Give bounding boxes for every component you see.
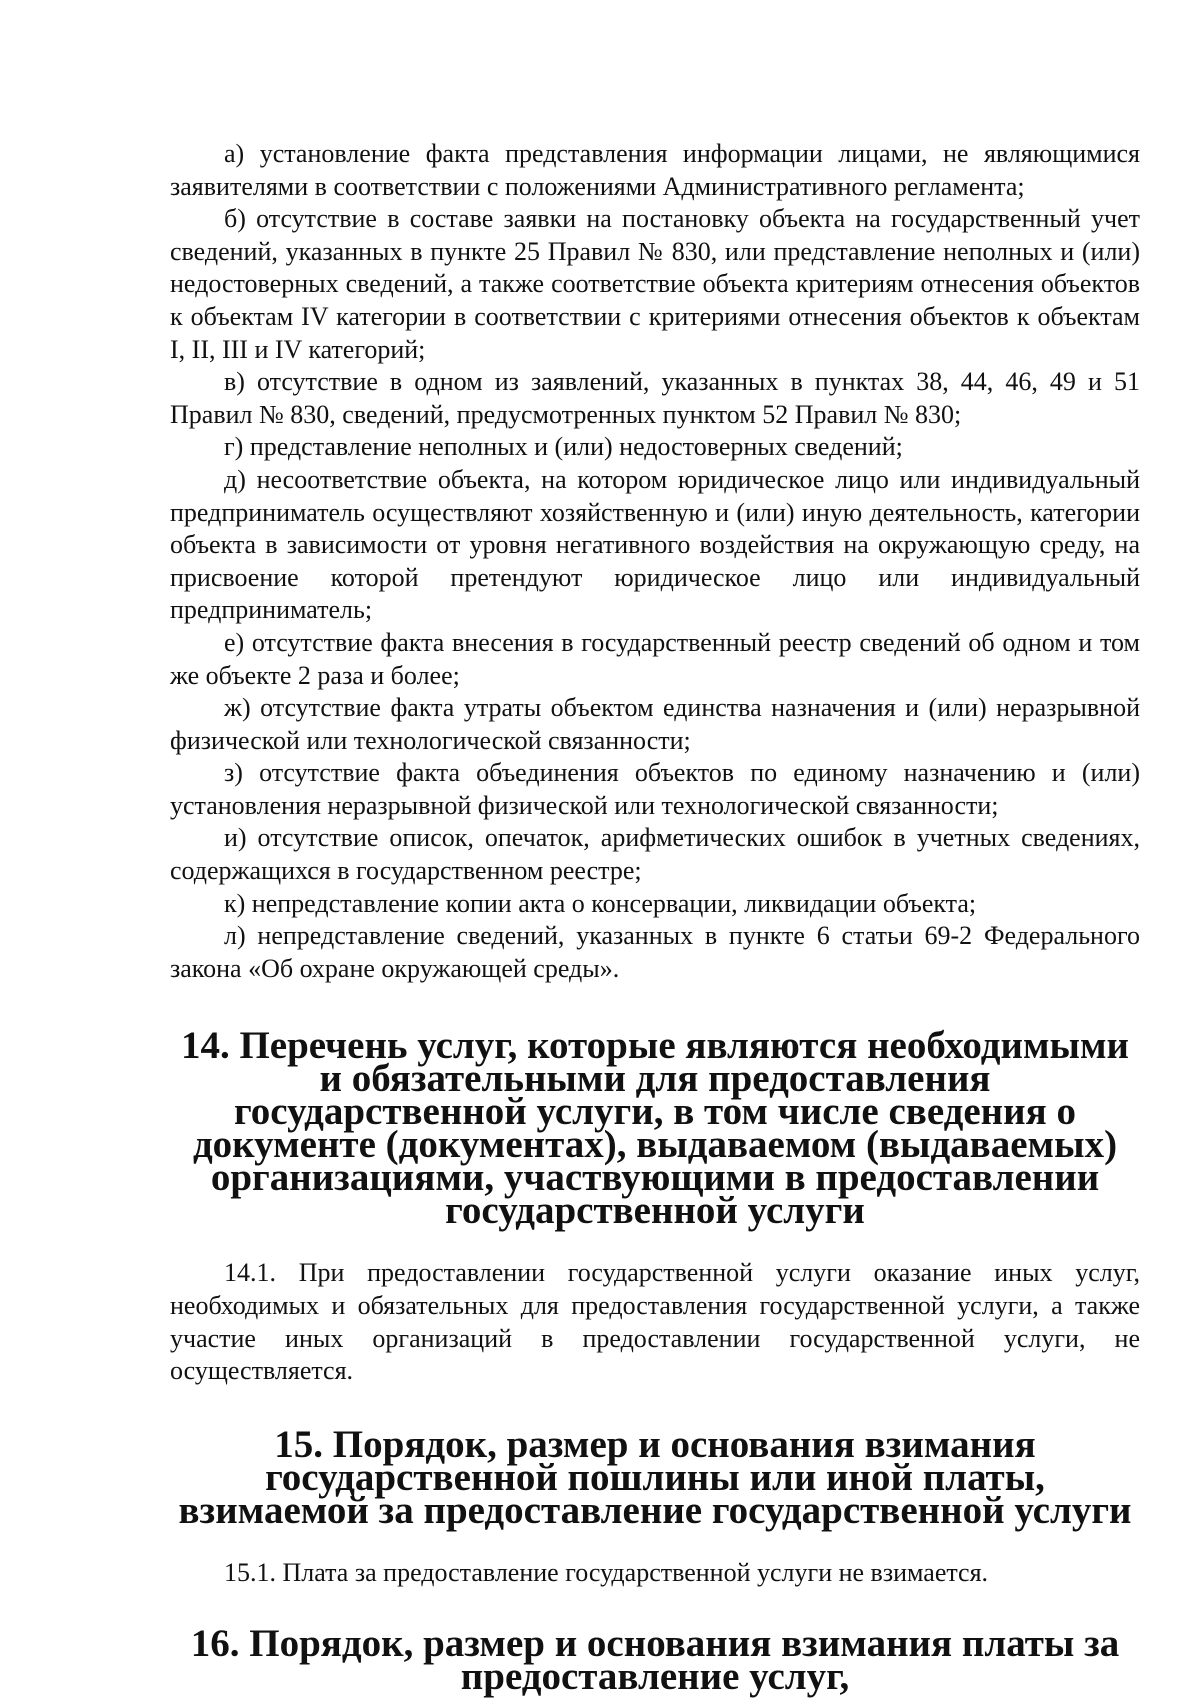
list-item-k: к) непредставление копии акта о консервации, ликвидации объекта; [224,888,977,918]
list-item-e: е) отсутствие факта внесения в государственный реестр сведений об одном и том же объекте 2 раза и более; [170,627,1140,690]
list-item-i: и) отсутствие описок, опечаток, арифметических ошибок в учетных сведениях, содержащихся в государственном реестре; [170,823,1140,886]
section-16-heading: 16. Порядок, размер и основания взимания платы за предоставление услуг, [190,1622,1120,1698]
section-15-paragraph: 15.1. Плата за предоставление государственной услуги не взимается. [224,1557,989,1587]
list-item-zh: ж) отсутствие факта утраты объектом единства назначения и (или) неразрывной физической или технологической связанности; [170,693,1140,755]
list-item-v: в) отсутствие в одном из заявлений, указанных в пунктах 38, 44, 46, 49 и 51 Правил № 830, сведений, предусмотренных пунктом 52 Правил № 830; [170,367,1140,429]
section-14-paragraph: 14.1. При предоставлении государственной услуги оказание иных услуг, необходимых и обязательных для предоставления государственной услуги, а также участие иных организаций в предоставлении государственной услуги, не осуществляется. [170,1258,1140,1386]
list-item-z: з) отсутствие факта объединения объектов по единому назначению и (или) установления неразрывной физической или технологической связанности; [170,758,1140,820]
list-item-b: б) отсутствие в составе заявки на постановку объекта на государственный учет сведений, указанных в пункте 25 Правил № 830, или представление неполных и (или) недостоверных сведений, а также соответствие объекта критериям отнесения объектов к объектам IV категории в соответствии с критериями отнесения объектов к объектам I, II, III и IV категорий; [170,204,1140,364]
list-item-d: д) несоответствие объекта, на котором юридическое лицо или индивидуальный предприниматель осуществляют хозяйственную и (или) иную деятельность, категории объекта в зависимости от уровня негативного воздействия на окружающую среду, на присвоение которой претендуют юридическое лицо или индивидуальный предприниматель; [170,464,1140,625]
list-item-g: г) представление неполных и (или) недостоверных сведений; [224,432,903,462]
list-item-a: а) установление факта представления информации лицами, не являющимися заявителями в соответствии с положениями Административного регламента; [170,139,1140,201]
list-item-l: л) непредставление сведений, указанных в пункте 6 статьи 69-2 Федерального закона «Об охране окружающей среды». [170,921,1140,983]
refusal-grounds-list [170,138,1140,985]
section-14-heading: 14. Перечень услуг, которые являются необходимыми и обязательными для предоставления государственной услуги, в том числе сведения о документе (документах), выдаваемом (выдаваемых) организациями, участвующими в предоставлении государственной услуги [180,1024,1130,1233]
section-15-heading: 15. Порядок, размер и основания взимания государственной пошлины или иной платы, взимаемой за предоставление государственной услуги [178,1422,1132,1532]
document-page [170,138,1140,1698]
